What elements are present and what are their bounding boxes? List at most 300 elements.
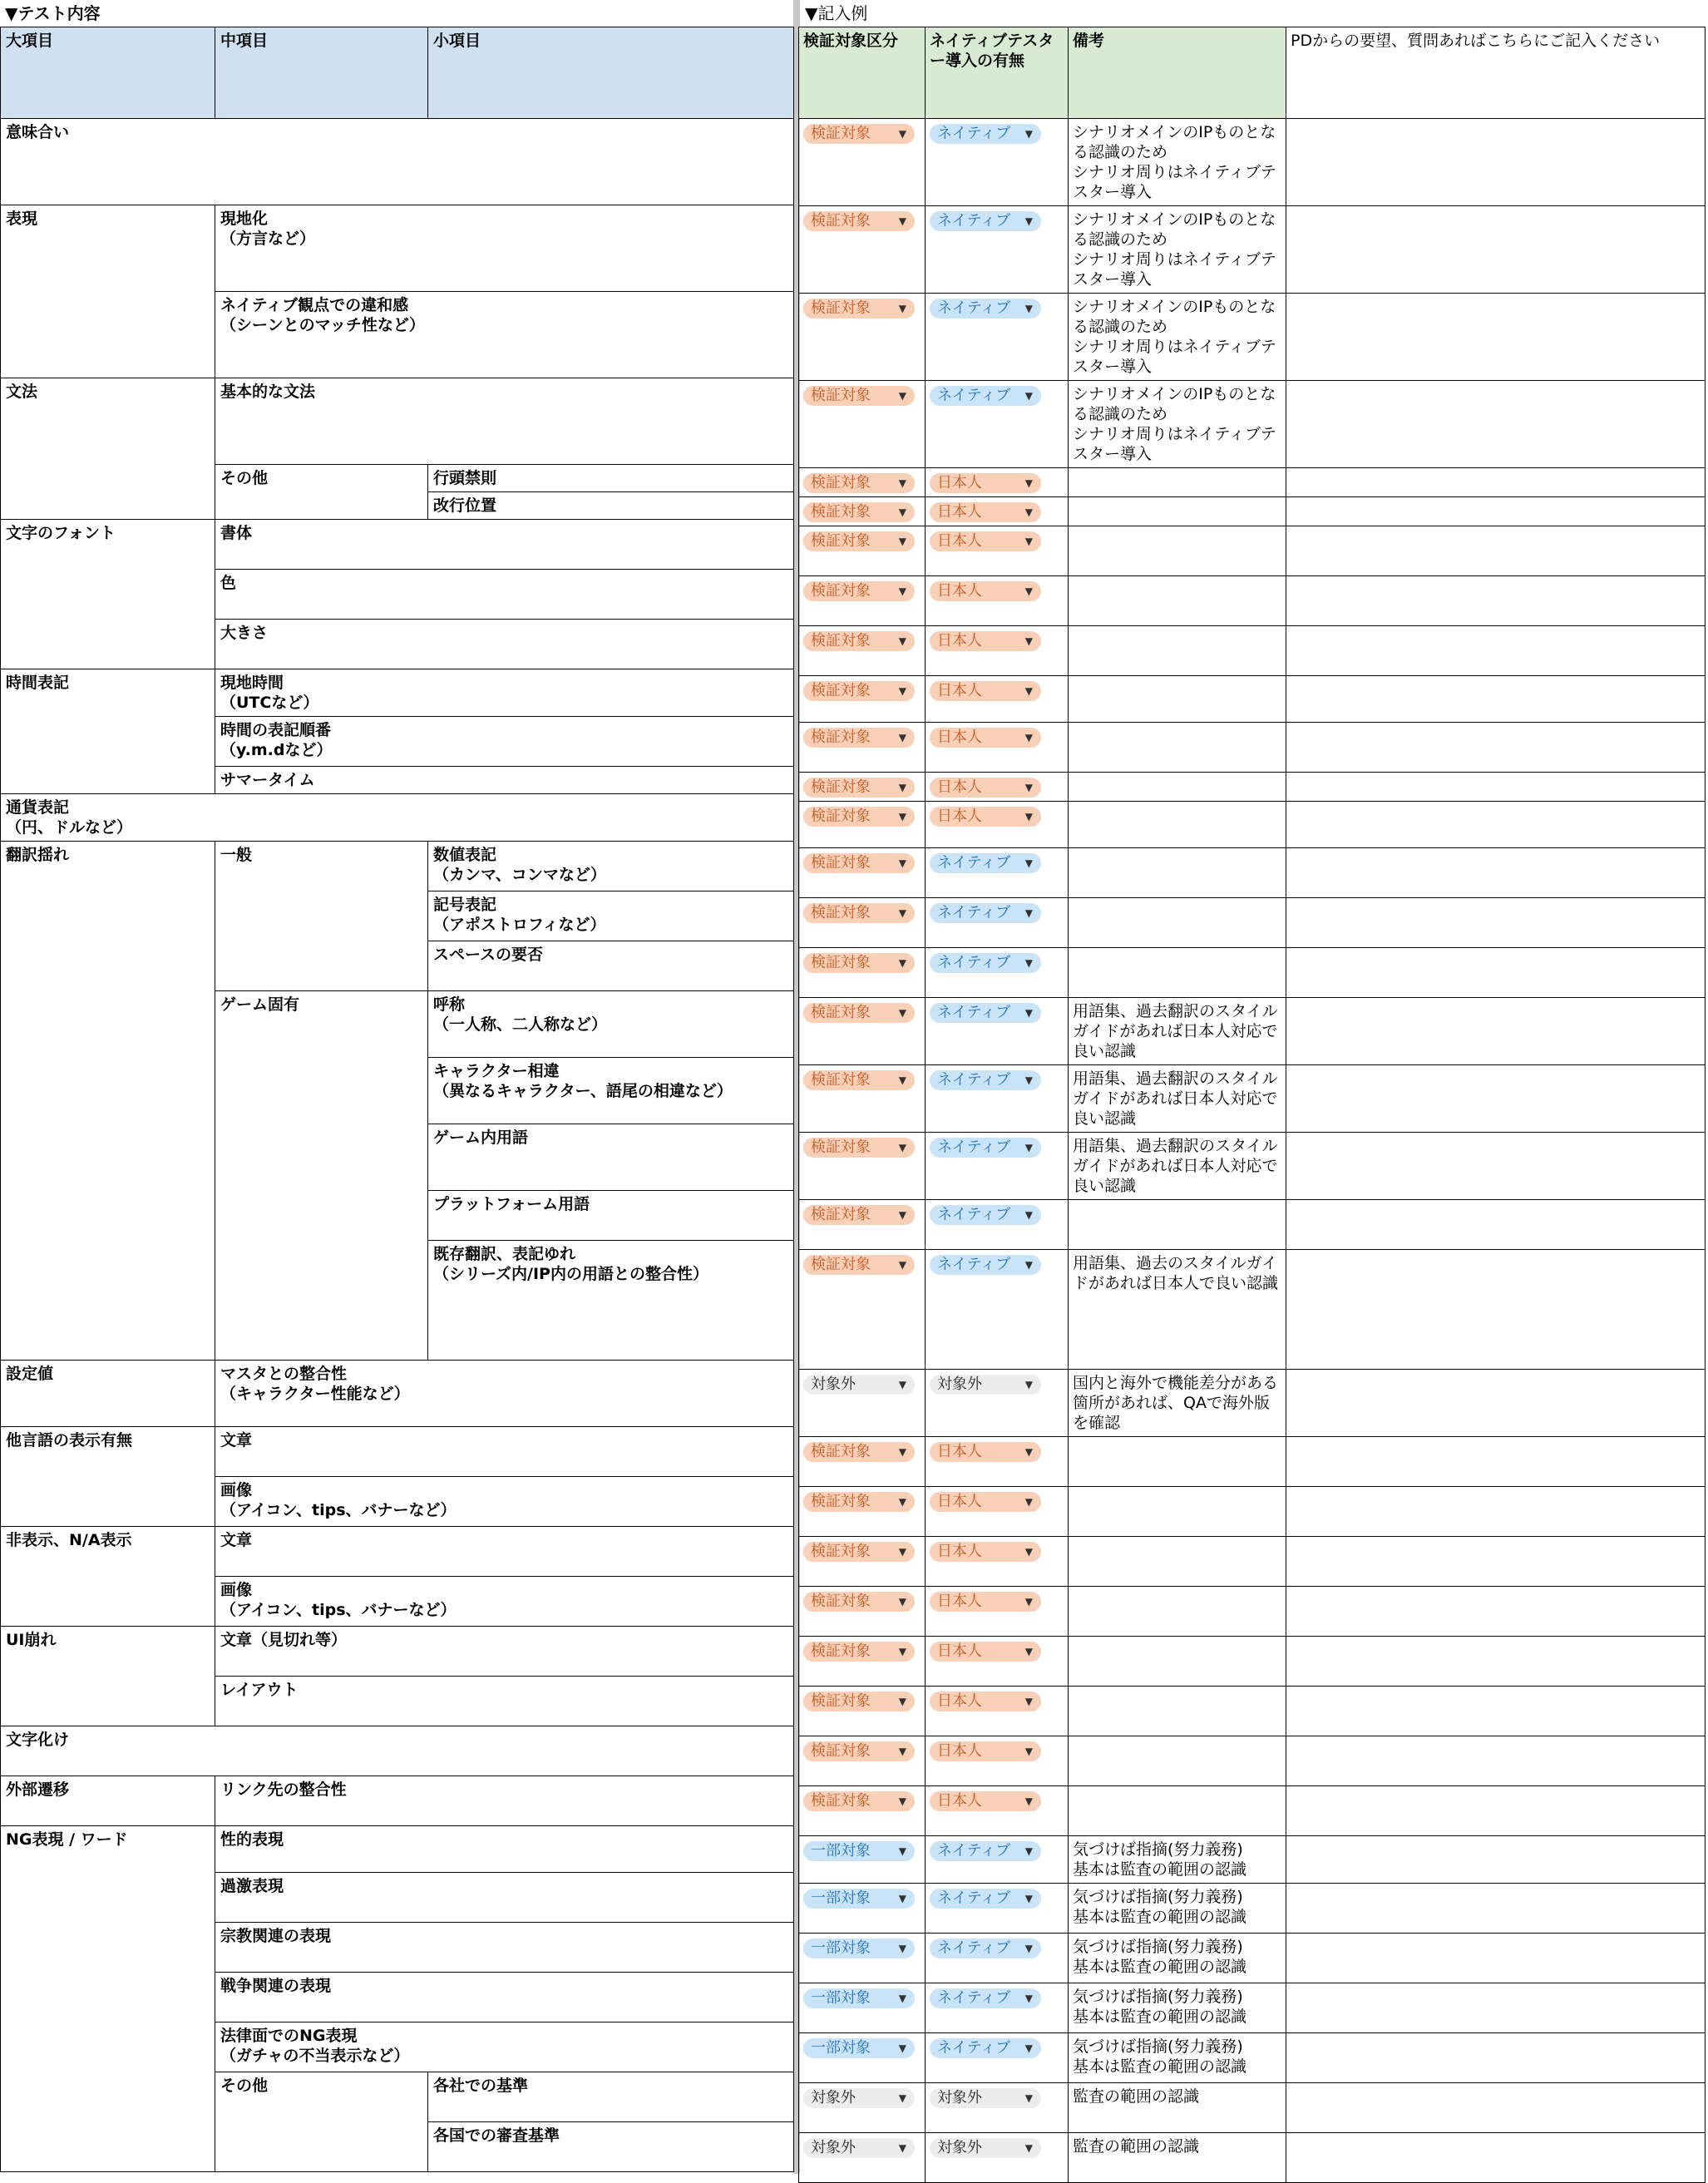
chevron-down-icon[interactable]: ▼ [1024, 1259, 1033, 1271]
chevron-down-icon[interactable]: ▼ [898, 811, 906, 822]
cell-mid-item[interactable]: 時間の表記順番 （y.m.dなど） [215, 717, 794, 767]
cell-notes[interactable]: 気づけば指摘(努力義務) 基本は監査の範囲の認識 [1069, 1884, 1286, 1934]
cell-large-item[interactable]: 表現 [1, 205, 215, 378]
native-tester-dropdown[interactable] [930, 1692, 1041, 1711]
native-tester-dropdown[interactable] [930, 1542, 1041, 1562]
cell-mid-item[interactable]: ネイティブ観点での違和感 （シーンとのマッチ性など） [215, 292, 794, 378]
cell-pd-request[interactable] [1286, 1587, 1706, 1637]
cell-large-item[interactable]: 通貨表記 （円、ドルなど） [1, 794, 794, 842]
cell-mid-item[interactable]: 書体 [215, 520, 794, 570]
cell-pd-request[interactable] [1286, 1065, 1706, 1133]
chevron-down-icon[interactable]: ▼ [898, 1646, 906, 1657]
native-tester-dropdown[interactable] [930, 473, 1041, 493]
native-tester-dropdown[interactable] [930, 807, 1041, 827]
chevron-down-icon[interactable]: ▼ [1024, 536, 1033, 547]
chevron-down-icon[interactable]: ▼ [1024, 215, 1033, 227]
chevron-down-icon[interactable]: ▼ [898, 585, 906, 597]
cell-mid-item[interactable]: その他 [215, 465, 428, 520]
cell-notes[interactable] [1069, 1736, 1286, 1786]
cell-mid-item[interactable]: 文章 [215, 1427, 794, 1477]
cell-mid-item[interactable]: 現地化 （方言など） [215, 205, 794, 292]
chevron-down-icon[interactable]: ▼ [1024, 907, 1033, 919]
chevron-down-icon[interactable]: ▼ [898, 1893, 906, 1904]
cell-pd-request[interactable] [1286, 2133, 1706, 2183]
chevron-down-icon[interactable]: ▼ [898, 506, 906, 518]
cell-pd-request[interactable] [1286, 2033, 1706, 2083]
cell-notes[interactable] [1069, 468, 1286, 497]
chevron-down-icon[interactable]: ▼ [1024, 1893, 1033, 1904]
chevron-down-icon[interactable]: ▼ [898, 2142, 906, 2154]
cell-notes[interactable] [1069, 526, 1286, 576]
cell-notes[interactable] [1069, 723, 1286, 773]
cell-notes[interactable]: 国内と海外で機能差分がある箇所があれば、QAで海外版を確認 [1069, 1370, 1286, 1437]
target-category-dropdown[interactable] [803, 807, 915, 827]
cell-pd-request[interactable] [1286, 1637, 1706, 1687]
chevron-down-icon[interactable]: ▼ [898, 635, 906, 647]
cell-pd-request[interactable] [1286, 1934, 1706, 1983]
cell-notes[interactable]: シナリオメインのIPものとなる認識のため シナリオ周りはネイティブテスター導入 [1069, 206, 1286, 294]
cell-notes[interactable] [1069, 1537, 1286, 1587]
header-small-item[interactable]: 小項目 [428, 27, 794, 119]
cell-notes[interactable] [1069, 626, 1286, 676]
native-tester-dropdown[interactable] [930, 853, 1041, 873]
cell-notes[interactable] [1069, 1437, 1286, 1487]
cell-target-category [799, 676, 926, 723]
chevron-down-icon[interactable]: ▼ [898, 1496, 906, 1508]
cell-pd-request[interactable] [1286, 526, 1706, 576]
cell-mid-item[interactable]: マスタとの整合性 （キャラクター性能など） [215, 1361, 794, 1427]
target-category-dropdown[interactable] [803, 1542, 915, 1562]
native-tester-dropdown[interactable] [930, 1592, 1041, 1612]
cell-pd-request[interactable] [1286, 773, 1706, 802]
native-tester-dropdown[interactable] [930, 1205, 1041, 1225]
cell-notes[interactable]: 用語集、過去翻訳のスタイルガイドがあれば日本人対応で良い認識 [1069, 998, 1286, 1065]
chevron-down-icon[interactable]: ▼ [898, 303, 906, 314]
native-tester-dropdown[interactable] [930, 531, 1041, 551]
cell-notes[interactable]: 用語集、過去翻訳のスタイルガイドがあれば日本人対応で良い認識 [1069, 1133, 1286, 1200]
cell-small-item[interactable]: 既存翻訳、表記ゆれ （シリーズ内/IP内の用語との整合性） [428, 1241, 794, 1361]
chevron-down-icon[interactable]: ▼ [1024, 1142, 1033, 1153]
chevron-down-icon[interactable]: ▼ [1024, 2142, 1033, 2154]
native-tester-dropdown[interactable] [930, 1375, 1041, 1395]
chevron-down-icon[interactable]: ▼ [898, 782, 906, 793]
chevron-down-icon[interactable]: ▼ [898, 1696, 906, 1707]
chevron-down-icon[interactable]: ▼ [1024, 1943, 1033, 1954]
native-tester-dropdown[interactable] [930, 1791, 1041, 1811]
chevron-down-icon[interactable]: ▼ [1024, 1646, 1033, 1657]
chevron-down-icon[interactable]: ▼ [1024, 811, 1033, 822]
native-tester-dropdown[interactable] [930, 631, 1041, 651]
chevron-down-icon[interactable]: ▼ [1024, 1074, 1033, 1086]
target-category-dropdown[interactable] [803, 778, 915, 798]
target-category-dropdown[interactable] [803, 1375, 915, 1395]
chevron-down-icon[interactable]: ▼ [898, 1943, 906, 1954]
header-mid-item[interactable]: 中項目 [215, 27, 428, 119]
chevron-down-icon[interactable]: ▼ [1024, 1746, 1033, 1757]
chevron-down-icon[interactable]: ▼ [1024, 2042, 1033, 2054]
native-tester-dropdown-value: 日本人 [937, 808, 982, 825]
cell-pd-request[interactable] [1286, 723, 1706, 773]
chevron-down-icon[interactable]: ▼ [898, 215, 906, 227]
target-category-dropdown[interactable] [803, 502, 915, 522]
cell-pd-request[interactable] [1286, 1200, 1706, 1250]
header-target-category[interactable]: 検証対象区分 [799, 27, 926, 119]
chevron-down-icon[interactable]: ▼ [898, 2092, 906, 2104]
target-category-dropdown[interactable] [803, 681, 915, 701]
cell-mid-item[interactable]: 基本的な文法 [215, 378, 794, 465]
target-category-dropdown[interactable] [803, 531, 915, 551]
chevron-down-icon[interactable]: ▼ [898, 957, 906, 969]
chevron-down-icon[interactable]: ▼ [898, 128, 906, 140]
cell-pd-request[interactable] [1286, 998, 1706, 1065]
native-tester-dropdown[interactable] [930, 1442, 1041, 1462]
chevron-down-icon[interactable]: ▼ [898, 1007, 906, 1019]
native-tester-dropdown[interactable] [930, 124, 1041, 144]
header-pd-request[interactable]: PDからの要望、質問あればこちらにご記入ください [1286, 27, 1706, 119]
cell-small-item[interactable]: 改行位置 [428, 492, 794, 520]
target-category-dropdown[interactable] [803, 1841, 915, 1861]
chevron-down-icon[interactable]: ▼ [898, 1209, 906, 1221]
cell-pd-request[interactable] [1286, 948, 1706, 998]
target-category-dropdown[interactable] [803, 903, 915, 923]
cell-mid-item[interactable]: 法律面でのNG表現 （ガチャの不当表示など） [215, 2022, 794, 2072]
chevron-down-icon[interactable]: ▼ [1024, 1845, 1033, 1857]
target-category-dropdown-value: 検証対象 [811, 582, 871, 600]
chevron-down-icon[interactable]: ▼ [898, 1142, 906, 1153]
chevron-down-icon[interactable]: ▼ [1024, 1596, 1033, 1608]
target-category-dropdown[interactable] [803, 1692, 915, 1711]
cell-native-tester [926, 1934, 1069, 1983]
cell-target-category [799, 898, 926, 948]
cell-large-item[interactable]: 設定値 [1, 1361, 215, 1427]
native-tester-dropdown[interactable] [930, 2088, 1041, 2108]
cell-pd-request[interactable] [1286, 1786, 1706, 1836]
cell-notes[interactable] [1069, 1200, 1286, 1250]
cell-mid-item[interactable]: その他 [215, 2072, 428, 2172]
cell-target-category [799, 1884, 926, 1934]
native-tester-dropdown[interactable] [930, 211, 1041, 231]
cell-mid-item[interactable]: 画像 （アイコン、tips、バナーなど） [215, 1577, 794, 1627]
cell-mid-item[interactable]: 画像 （アイコン、tips、バナーなど） [215, 1477, 794, 1527]
chevron-down-icon[interactable]: ▼ [1024, 303, 1033, 314]
target-category-dropdown[interactable] [803, 473, 915, 493]
native-tester-dropdown-value: ネイティブ [937, 1004, 1011, 1021]
cell-mid-item[interactable]: 文章（見切れ等） [215, 1627, 794, 1677]
cell-small-item[interactable]: 行頭禁則 [428, 465, 794, 492]
cell-pd-request[interactable] [1286, 1537, 1706, 1587]
target-category-dropdown[interactable] [803, 1205, 915, 1225]
native-tester-dropdown-value: 対象外 [937, 2139, 982, 2156]
cell-pd-request[interactable] [1286, 206, 1706, 294]
cell-notes[interactable] [1069, 1487, 1286, 1537]
cell-notes[interactable]: シナリオメインのIPものとなる認識のため シナリオ周りはネイティブテスター導入 [1069, 381, 1286, 468]
target-category-dropdown-value: 対象外 [811, 2089, 856, 2106]
target-category-dropdown[interactable] [803, 211, 915, 231]
native-tester-dropdown[interactable] [930, 299, 1041, 319]
chevron-down-icon[interactable]: ▼ [1024, 1795, 1033, 1807]
cell-small-item[interactable]: スペースの要否 [428, 941, 794, 991]
cell-notes[interactable] [1069, 948, 1286, 998]
native-tester-dropdown[interactable] [930, 1841, 1041, 1861]
chevron-down-icon[interactable]: ▼ [1024, 1696, 1033, 1707]
cell-pd-request[interactable] [1286, 898, 1706, 948]
chevron-down-icon[interactable]: ▼ [898, 1546, 906, 1558]
native-tester-dropdown[interactable] [930, 728, 1041, 748]
cell-pd-request[interactable] [1286, 468, 1706, 497]
target-category-dropdown[interactable] [803, 1255, 915, 1275]
chevron-down-icon[interactable]: ▼ [898, 857, 906, 869]
target-category-dropdown[interactable] [803, 1741, 915, 1761]
chevron-down-icon[interactable]: ▼ [898, 477, 906, 489]
target-category-dropdown[interactable] [803, 581, 915, 601]
cell-mid-item[interactable]: レイアウト [215, 1677, 794, 1726]
native-tester-dropdown-value: 日本人 [937, 1543, 982, 1560]
cell-mid-item[interactable]: 現地時間 （UTCなど） [215, 669, 794, 717]
chevron-down-icon[interactable]: ▼ [898, 1993, 906, 2004]
cell-pd-request[interactable] [1286, 1687, 1706, 1736]
target-category-dropdown[interactable] [803, 124, 915, 144]
target-category-dropdown-value: 検証対象 [811, 1642, 871, 1660]
cell-target-category [799, 773, 926, 802]
native-tester-dropdown[interactable] [930, 903, 1041, 923]
chevron-down-icon[interactable]: ▼ [898, 1379, 906, 1390]
chevron-down-icon[interactable]: ▼ [898, 685, 906, 697]
cell-pd-request[interactable] [1286, 2083, 1706, 2133]
target-category-dropdown[interactable] [803, 1003, 915, 1023]
cell-pd-request[interactable] [1286, 1487, 1706, 1537]
cell-mid-item[interactable]: ゲーム固有 [215, 991, 428, 1361]
cell-large-item[interactable]: 翻訳揺れ [1, 842, 215, 1361]
chevron-down-icon[interactable]: ▼ [1024, 1379, 1033, 1390]
native-tester-dropdown[interactable] [930, 2138, 1041, 2158]
chevron-down-icon[interactable]: ▼ [1024, 1993, 1033, 2004]
cell-mid-item[interactable]: 過激表現 [215, 1873, 794, 1923]
cell-large-item[interactable]: NG表現 / ワード [1, 1826, 215, 2172]
cell-pd-request[interactable] [1286, 626, 1706, 676]
cell-notes[interactable]: 監査の範囲の認識 [1069, 2083, 1286, 2133]
target-category-dropdown[interactable] [803, 386, 915, 406]
cell-mid-item[interactable]: 宗教関連の表現 [215, 1923, 794, 1973]
header-notes[interactable]: 備考 [1069, 27, 1286, 119]
cell-notes[interactable]: 用語集、過去のスタイルガイドがあれば日本人で良い認識 [1069, 1250, 1286, 1370]
cell-notes[interactable]: 用語集、過去翻訳のスタイルガイドがあれば日本人対応で良い認識 [1069, 1065, 1286, 1133]
cell-target-category [799, 848, 926, 898]
native-tester-dropdown[interactable] [930, 581, 1041, 601]
header-large-item[interactable]: 大項目 [1, 27, 215, 119]
chevron-down-icon[interactable]: ▼ [898, 907, 906, 919]
cell-small-item[interactable]: 呼称 （一人称、二人称など） [428, 991, 794, 1058]
cell-notes[interactable] [1069, 1637, 1286, 1687]
cell-pd-request[interactable] [1286, 1884, 1706, 1934]
chevron-down-icon[interactable]: ▼ [1024, 857, 1033, 869]
cell-notes[interactable] [1069, 1587, 1286, 1637]
cell-small-item[interactable]: キャラクター相違 （異なるキャラクター、語尾の相違など） [428, 1058, 794, 1124]
target-category-dropdown[interactable] [803, 2088, 915, 2108]
chevron-down-icon[interactable]: ▼ [1024, 635, 1033, 647]
cell-pd-request[interactable] [1286, 1836, 1706, 1884]
native-tester-dropdown[interactable] [930, 1138, 1041, 1158]
cell-notes[interactable] [1069, 576, 1286, 626]
chevron-down-icon[interactable]: ▼ [1024, 1546, 1033, 1558]
cell-pd-request[interactable] [1286, 676, 1706, 723]
chevron-down-icon[interactable]: ▼ [898, 1795, 906, 1807]
cell-notes[interactable]: 気づけば指摘(努力義務) 基本は監査の範囲の認識 [1069, 1983, 1286, 2033]
chevron-down-icon[interactable]: ▼ [898, 1259, 906, 1271]
cell-notes[interactable]: 気づけば指摘(努力義務) 基本は監査の範囲の認識 [1069, 1836, 1286, 1884]
target-category-dropdown[interactable] [803, 853, 915, 873]
native-tester-dropdown[interactable] [930, 1741, 1041, 1761]
cell-large-item[interactable]: 意味合い [1, 119, 794, 205]
target-category-dropdown[interactable] [803, 2038, 915, 2058]
target-category-dropdown[interactable] [803, 1939, 915, 1958]
chevron-down-icon[interactable]: ▼ [1024, 1209, 1033, 1221]
target-category-dropdown[interactable] [803, 631, 915, 651]
cell-notes[interactable]: 気づけば指摘(努力義務) 基本は監査の範囲の認識 [1069, 1934, 1286, 1983]
cell-mid-item[interactable]: 大きさ [215, 620, 794, 669]
target-category-dropdown[interactable] [803, 1988, 915, 2008]
chevron-down-icon[interactable]: ▼ [898, 1446, 906, 1458]
cell-pd-request[interactable] [1286, 1133, 1706, 1200]
cell-notes[interactable] [1069, 676, 1286, 723]
target-category-dropdown[interactable] [803, 1442, 915, 1462]
native-tester-dropdown[interactable] [930, 2038, 1041, 2058]
target-category-dropdown[interactable] [803, 1492, 915, 1512]
native-tester-dropdown[interactable] [930, 1988, 1041, 2008]
native-tester-dropdown[interactable] [930, 1642, 1041, 1662]
chevron-down-icon[interactable]: ▼ [1024, 732, 1033, 743]
chevron-down-icon[interactable]: ▼ [898, 2042, 906, 2054]
cell-pd-request[interactable] [1286, 1370, 1706, 1437]
cell-large-item[interactable]: 文字のフォント [1, 520, 215, 669]
target-category-dropdown-value: 一部対象 [811, 2039, 871, 2057]
native-tester-dropdown[interactable] [930, 502, 1041, 522]
cell-mid-item[interactable]: 文章 [215, 1527, 794, 1577]
header-native-tester[interactable]: ネイティブテスター導入の有無 [926, 27, 1069, 119]
cell-large-item[interactable]: 時間表記 [1, 669, 215, 794]
target-category-dropdown[interactable] [803, 1138, 915, 1158]
chevron-down-icon[interactable]: ▼ [1024, 1007, 1033, 1019]
chevron-down-icon[interactable]: ▼ [1024, 477, 1033, 489]
chevron-down-icon[interactable]: ▼ [898, 1596, 906, 1608]
chevron-down-icon[interactable]: ▼ [898, 536, 906, 547]
cell-notes[interactable]: 気づけば指摘(努力義務) 基本は監査の範囲の認識 [1069, 2033, 1286, 2083]
cell-notes[interactable]: シナリオメインのIPものとなる認識のため シナリオ周りはネイティブテスター導入 [1069, 294, 1286, 381]
native-tester-dropdown-value: ネイティブ [937, 854, 1011, 872]
cell-large-item[interactable]: 他言語の表示有無 [1, 1427, 215, 1527]
chevron-down-icon[interactable]: ▼ [1024, 685, 1033, 697]
cell-small-item[interactable]: 各国での審査基準 [428, 2122, 794, 2172]
chevron-down-icon[interactable]: ▼ [1024, 585, 1033, 597]
cell-notes[interactable] [1069, 1786, 1286, 1836]
cell-pd-request[interactable] [1286, 848, 1706, 898]
cell-notes[interactable] [1069, 773, 1286, 802]
cell-notes[interactable]: 監査の範囲の認識 [1069, 2133, 1286, 2183]
target-category-dropdown[interactable] [803, 728, 915, 748]
cell-pd-request[interactable] [1286, 802, 1706, 848]
cell-mid-item[interactable]: 色 [215, 570, 794, 620]
native-tester-dropdown[interactable] [930, 1939, 1041, 1958]
cell-pd-request[interactable] [1286, 576, 1706, 626]
cell-pd-request[interactable] [1286, 497, 1706, 526]
cell-mid-item[interactable]: 戦争関連の表現 [215, 1973, 794, 2022]
chevron-down-icon[interactable]: ▼ [1024, 782, 1033, 793]
cell-small-item[interactable]: プラットフォーム用語 [428, 1191, 794, 1241]
cell-notes[interactable] [1069, 1687, 1286, 1736]
native-tester-dropdown[interactable] [930, 1492, 1041, 1512]
native-tester-dropdown[interactable] [930, 1003, 1041, 1023]
cell-mid-item[interactable]: 性的表現 [215, 1826, 794, 1873]
cell-large-item[interactable]: UI崩れ [1, 1627, 215, 1726]
cell-pd-request[interactable] [1286, 1983, 1706, 2033]
native-tester-dropdown-value: ネイティブ [937, 904, 1011, 921]
cell-pd-request[interactable] [1286, 1437, 1706, 1487]
chevron-down-icon[interactable]: ▼ [1024, 1496, 1033, 1508]
native-tester-dropdown[interactable] [930, 1255, 1041, 1275]
cell-notes[interactable] [1069, 802, 1286, 848]
cell-small-item[interactable]: 各社での基準 [428, 2072, 794, 2122]
cell-large-item[interactable]: 文字化け [1, 1726, 794, 1776]
chevron-down-icon[interactable]: ▼ [1024, 390, 1033, 402]
target-category-dropdown[interactable] [803, 1070, 915, 1090]
cell-mid-item[interactable]: リンク先の整合性 [215, 1776, 794, 1826]
chevron-down-icon[interactable]: ▼ [898, 1746, 906, 1757]
chevron-down-icon[interactable]: ▼ [1024, 2092, 1033, 2104]
native-tester-dropdown[interactable] [930, 386, 1041, 406]
cell-small-item[interactable]: ゲーム内用語 [428, 1124, 794, 1191]
chevron-down-icon[interactable]: ▼ [1024, 128, 1033, 140]
target-category-dropdown[interactable] [803, 1642, 915, 1662]
cell-target-category [799, 1370, 926, 1437]
cell-pd-request[interactable] [1286, 381, 1706, 468]
target-category-dropdown[interactable] [803, 1889, 915, 1909]
native-tester-dropdown[interactable] [930, 778, 1041, 798]
cell-notes[interactable] [1069, 898, 1286, 948]
chevron-down-icon[interactable]: ▼ [898, 732, 906, 743]
cell-mid-item[interactable]: サマータイム [215, 767, 794, 794]
target-category-dropdown-value: 検証対象 [811, 503, 871, 521]
chevron-down-icon[interactable]: ▼ [1024, 957, 1033, 969]
cell-small-item[interactable]: 記号表記 （アポストロフィなど） [428, 891, 794, 941]
cell-pd-request[interactable] [1286, 119, 1706, 206]
cell-large-item[interactable]: 非表示、N/A表示 [1, 1527, 215, 1627]
native-tester-dropdown[interactable] [930, 1889, 1041, 1909]
target-category-dropdown[interactable] [803, 1791, 915, 1811]
chevron-down-icon[interactable]: ▼ [1024, 1446, 1033, 1458]
cell-native-tester [926, 676, 1069, 723]
chevron-down-icon[interactable]: ▼ [1024, 506, 1033, 518]
target-category-dropdown[interactable] [803, 1592, 915, 1612]
native-tester-dropdown[interactable] [930, 681, 1041, 701]
cell-pd-request[interactable] [1286, 294, 1706, 381]
cell-pd-request[interactable] [1286, 1250, 1706, 1370]
cell-notes[interactable] [1069, 497, 1286, 526]
target-category-dropdown[interactable] [803, 2138, 915, 2158]
cell-pd-request[interactable] [1286, 1736, 1706, 1786]
chevron-down-icon[interactable]: ▼ [898, 1845, 906, 1857]
target-category-dropdown[interactable] [803, 953, 915, 973]
cell-large-item[interactable]: 外部遷移 [1, 1776, 215, 1826]
cell-small-item[interactable]: 数値表記 （カンマ、コンマなど） [428, 842, 794, 891]
chevron-down-icon[interactable]: ▼ [898, 1074, 906, 1086]
native-tester-dropdown[interactable] [930, 1070, 1041, 1090]
target-category-dropdown[interactable] [803, 299, 915, 319]
cell-notes[interactable] [1069, 848, 1286, 898]
native-tester-dropdown[interactable] [930, 953, 1041, 973]
chevron-down-icon[interactable]: ▼ [898, 390, 906, 402]
cell-large-item[interactable]: 文法 [1, 378, 215, 520]
cell-mid-item[interactable]: 一般 [215, 842, 428, 991]
cell-notes[interactable]: シナリオメインのIPものとなる認識のため シナリオ周りはネイティブテスター導入 [1069, 119, 1286, 206]
